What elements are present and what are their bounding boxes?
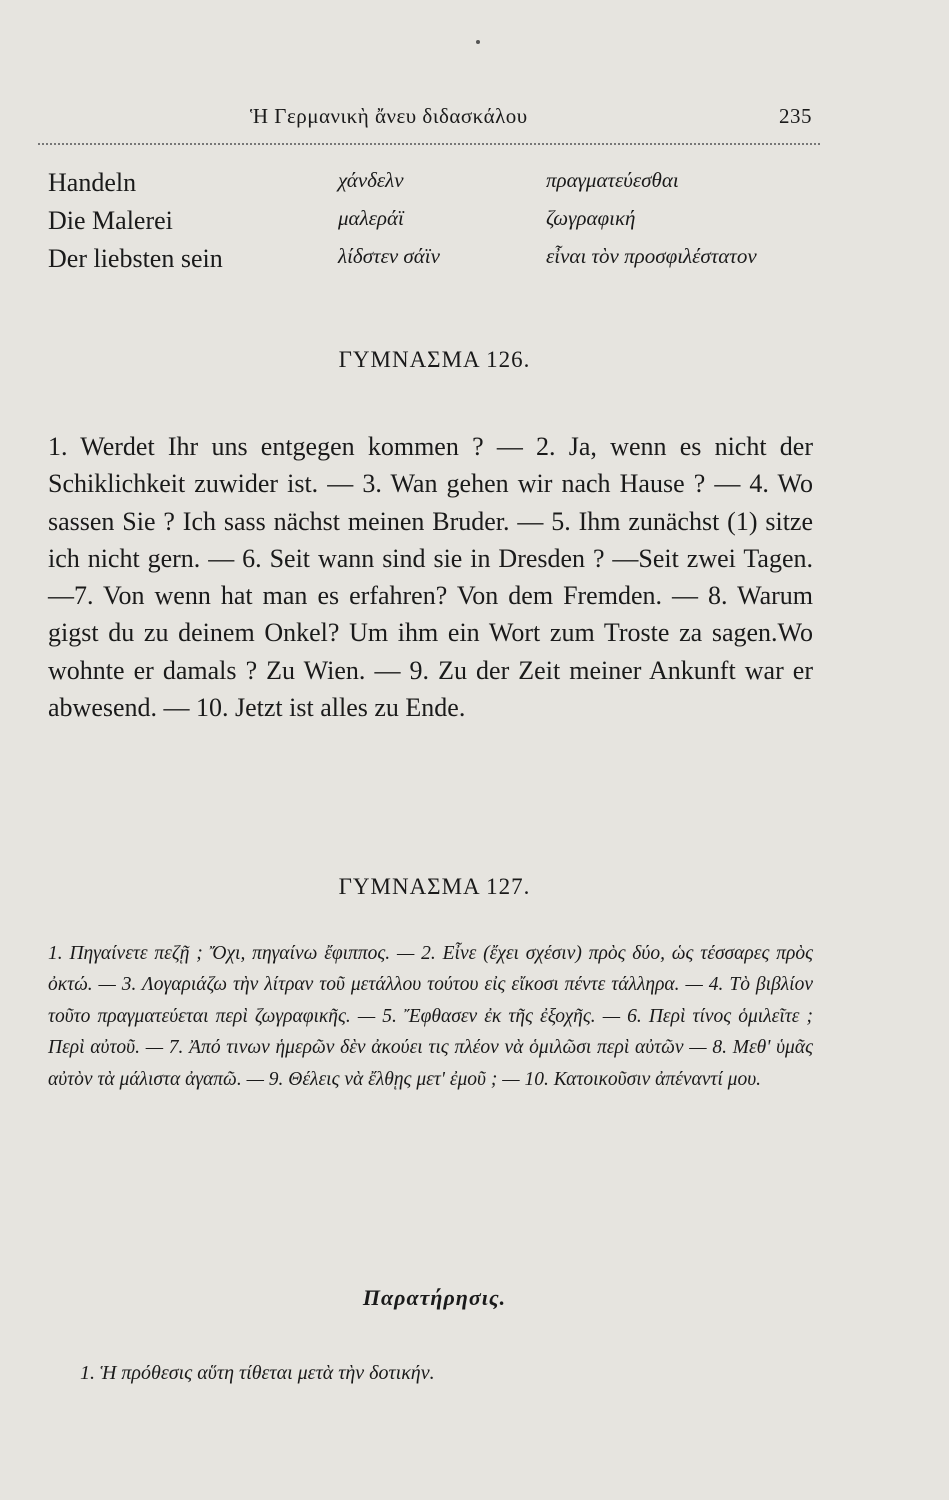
running-header [40, 104, 820, 140]
pronunciation: λίδστεν σάϊν [338, 244, 440, 268]
pronunciation: χάνδελν [338, 168, 404, 192]
page-number: 235 [779, 104, 812, 128]
greek-translation: ζωγραφική [546, 206, 636, 230]
exercise-126-text: 1. Werdet Ihr uns entgegen kommen ? — 2. Ja, wenn es nicht der Schiklichkeit zuwider ist. — 3. Wan gehen wir nach Hause ? — 4. Wo sassen Sie ? Ich sass nächst meinen Bruder. — 5. Ihm zunächst (1) sitze ich nicht gern. — 6. Seit wann sind sie in Dresden ? —Seit zwei Tagen. —7. Von wenn hat man es erfahren? Von dem Fremden. — 8. Warum gigst du zu deinem Onkel? Um ihm ein Wort zum Troste za sagen.Wo wohnte er damals ? Zu Wien. — 9. Zu der Zeit meiner Ankunft war er abwesend. — 10. Jetzt ist alles zu Ende. [48, 432, 813, 723]
exercise-127-heading: ΓΥΜΝΑΣΜΑ 127. [338, 874, 531, 899]
header-rule [38, 143, 820, 145]
vocabulary-row [48, 244, 828, 282]
greek-translation: πραγματεύεσθαι [546, 168, 679, 192]
exercise-126-heading: ΓΥΜΝΑΣΜΑ 126. [338, 347, 531, 372]
running-title: Ἡ Γερμανικὴ ἄνευ διδασκάλου [250, 104, 528, 128]
german-word: Der liebsten sein [48, 244, 223, 273]
german-word: Die Malerei [48, 206, 173, 235]
footnote: 1. Ἡ πρόθεσις αὕτη τίθεται μετὰ τὴν δοτικήν. [80, 1362, 435, 1384]
pronunciation: μαλεράϊ [338, 206, 404, 230]
vocabulary-row [48, 206, 828, 244]
greek-translation: εἶναι τὸν προσφιλέστατον [546, 244, 757, 268]
german-word: Handeln [48, 168, 137, 197]
vocabulary-row [48, 168, 828, 206]
vocabulary-table [48, 168, 828, 282]
exercise-127-text: 1. Πηγαίνετε πεζῇ ; Ὄχι, πηγαίνω ἔφιππος. — 2. Εἶνε (ἔχει σχέσιν) πρὸς δύο, ὡς τέσσαρες πρὸς ὀκτώ. — 3. Λογαριάζω τὴν λίτραν τοῦ μετάλλου τούτου εἰς εἴκοσι πέντε τάλληρα. — 4. Τὸ βιβλίον τοῦτο πραγματεύεται περὶ ζωγραφικῆς. — 5. Ἔφθασεν ἐκ τῆς ἐξοχῆς. — 6. Περὶ τίνος ὁμιλεῖτε ; Περὶ αὐτοῦ. — 7. Ἀπό τινων ἡμερῶν δὲν ἀκούει τις πλέον νὰ ὁμιλῶσι περὶ αὐτῶν — 8. Μεθ' ὑμᾶς αὐτὸν τὰ μάλιστα ἀγαπῶ. — 9. Θέλεις νὰ ἔλθῃς μετ' ἐμοῦ ; — 10. Κατοικοῦσιν ἀπέναντί μου. [48, 943, 813, 1090]
speck [476, 40, 480, 44]
remarks-heading: Παρατήρησις. [362, 1285, 507, 1310]
